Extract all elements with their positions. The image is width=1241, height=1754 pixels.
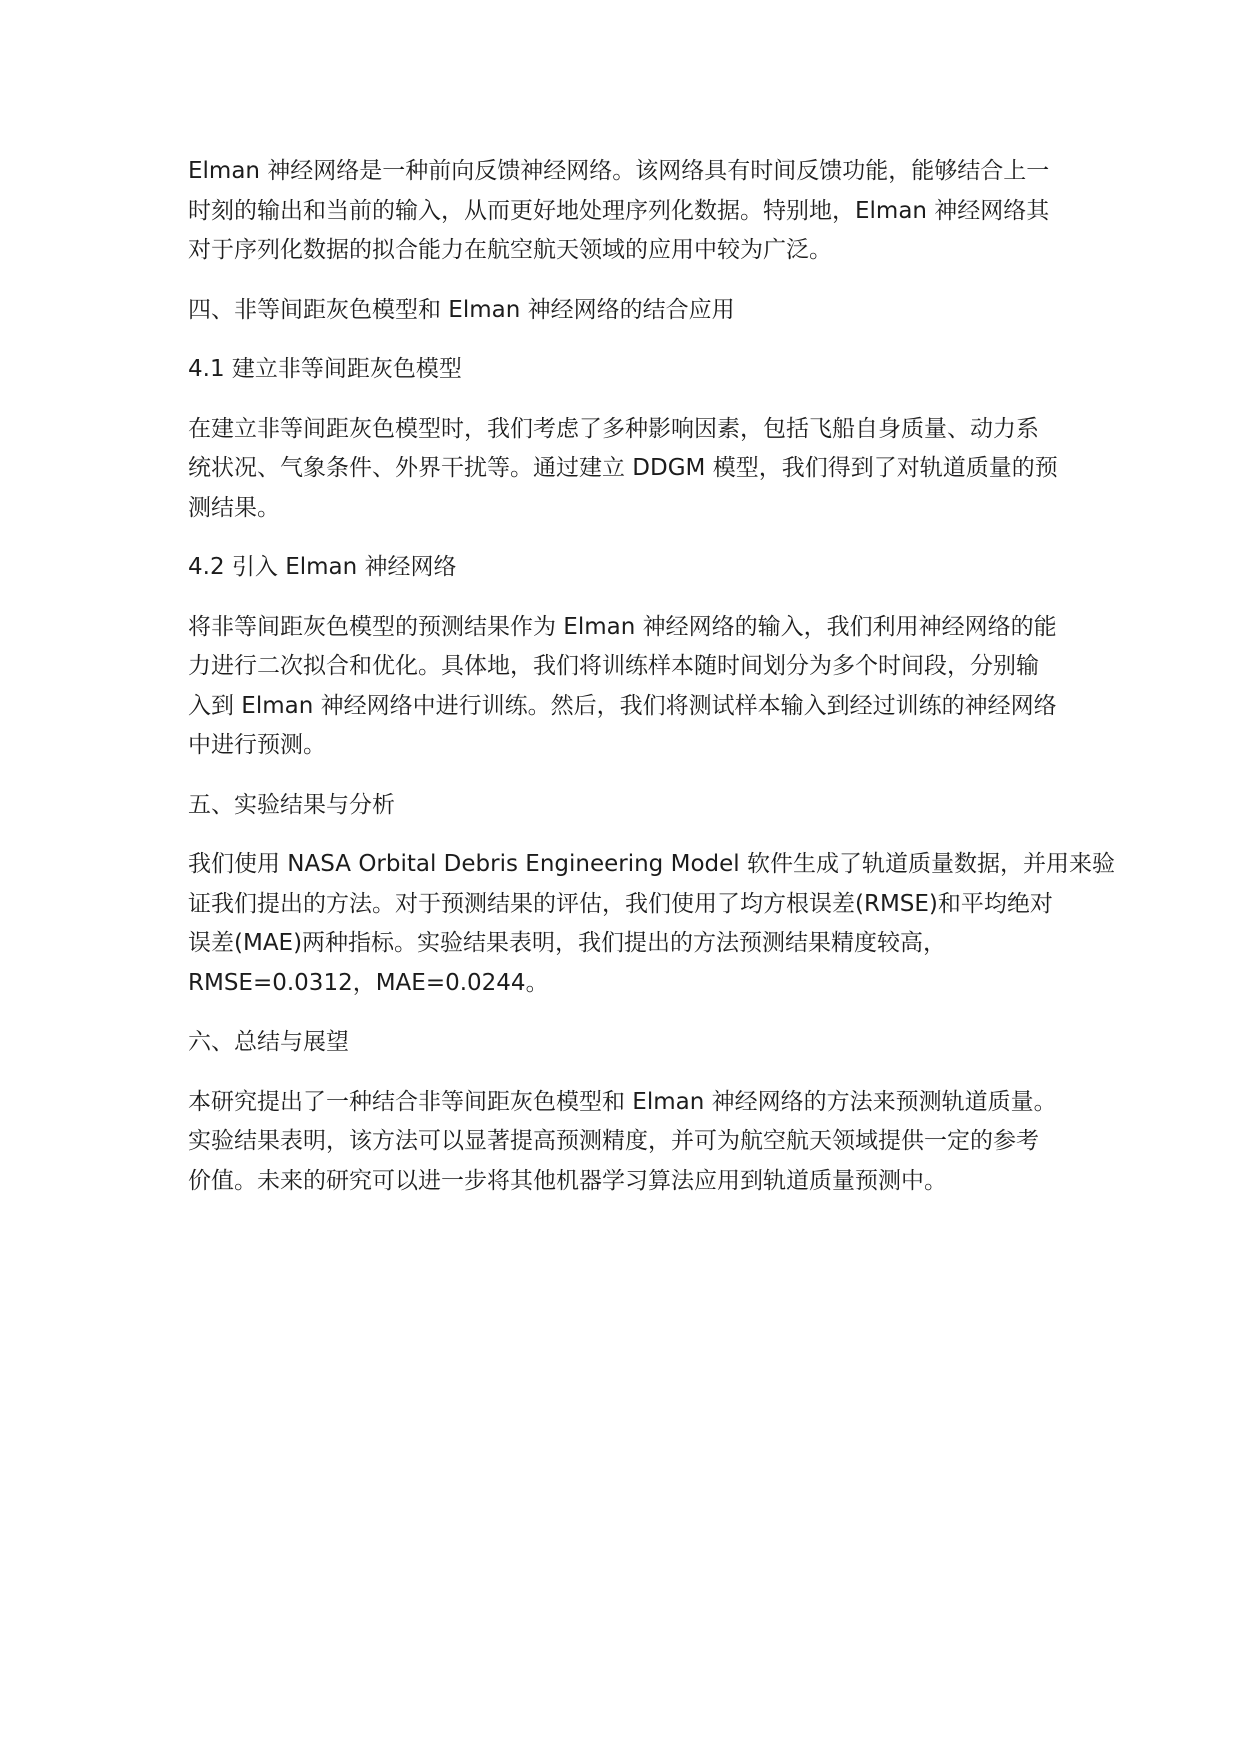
- section-heading-4: [188, 291, 1068, 331]
- text-line: 统状况、气象条件、外界干扰等。通过建立 DDGM 模型，我们得到了对轨道质量的预: [188, 455, 1058, 481]
- heading-text: 六、总结与展望: [188, 1029, 349, 1055]
- section-heading-6: [188, 1023, 1068, 1063]
- paragraph-conclusion: [188, 1083, 1068, 1202]
- text-line: 将非等间距灰色模型的预测结果作为 Elman 神经网络的输入，我们利用神经网络的能: [188, 613, 1057, 640]
- text-line: 中进行预测。: [188, 732, 326, 758]
- text-line: 在建立非等间距灰色模型时，我们考虑了多种影响因素，包括飞船自身质量、动力系: [188, 415, 1039, 442]
- text-line: 误差(MAE)两种指标。实验结果表明，我们提出的方法预测结果精度较高，: [188, 930, 947, 956]
- subsection-heading-4-2: [188, 548, 1068, 588]
- subsection-heading-4-1: [188, 350, 1068, 390]
- paragraph-elman-input: [188, 608, 1068, 766]
- text-line: RMSE=0.0312，MAE=0.0244。: [188, 969, 549, 996]
- text-line: 入到 Elman 神经网络中进行训练。然后，我们将测试样本输入到经过训练的神经网络: [188, 692, 1057, 719]
- text-line: 证我们提出的方法。对于预测结果的评估，我们使用了均方根误差(RMSE)和平均绝对: [188, 890, 1053, 917]
- text-line: 对于序列化数据的拟合能力在航空航天领域的应用中较为广泛。: [188, 237, 832, 263]
- section-heading-5: [188, 786, 1068, 826]
- text-line: 价值。未来的研究可以进一步将其他机器学习算法应用到轨道质量预测中。: [188, 1167, 947, 1194]
- text-line: 实验结果表明，该方法可以显著提高预测精度，并可为航空航天领域提供一定的参考: [188, 1128, 1039, 1154]
- text-line: 力进行二次拟合和优化。具体地，我们将训练样本随时间划分为多个时间段，分别输: [188, 653, 1039, 679]
- paragraph-experiment-results: [188, 845, 1115, 1003]
- heading-text: 4.1 建立非等间距灰色模型: [188, 356, 462, 382]
- document-body: [188, 152, 1115, 1221]
- paragraph-elman-intro: [188, 152, 1068, 271]
- text-line: 我们使用 NASA Orbital Debris Engineering Model 软件生成了轨道质量数据，并用来验: [188, 851, 1115, 877]
- paragraph-grey-model: [188, 410, 1068, 529]
- heading-text: 4.2 引入 Elman 神经网络: [188, 554, 457, 580]
- heading-text: 四、非等间距灰色模型和 Elman 神经网络的结合应用: [188, 296, 735, 323]
- heading-text: 五、实验结果与分析: [188, 791, 395, 818]
- text-line: 本研究提出了一种结合非等间距灰色模型和 Elman 神经网络的方法来预测轨道质量。: [188, 1088, 1057, 1115]
- text-line: 时刻的输出和当前的输入，从而更好地处理序列化数据。特别地，Elman 神经网络其: [188, 197, 1050, 224]
- text-line: 测结果。: [188, 494, 280, 521]
- text-line: Elman 神经网络是一种前向反馈神经网络。该网络具有时间反馈功能，能够结合上一: [188, 158, 1050, 184]
